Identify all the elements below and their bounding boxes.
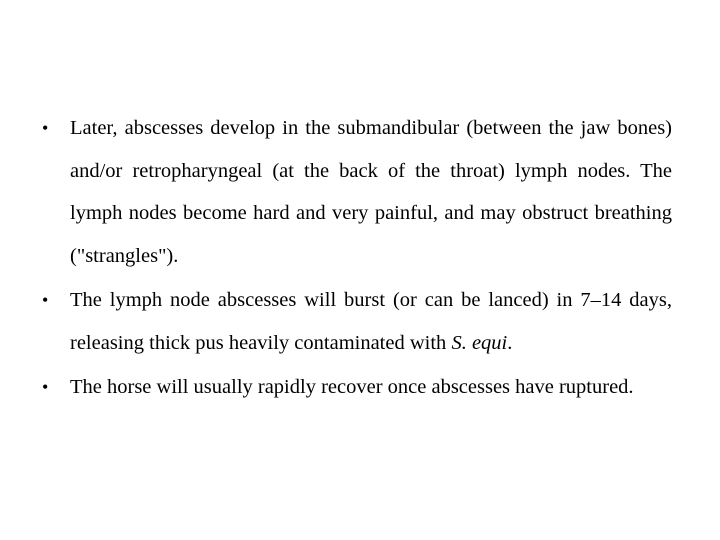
- bullet-icon: •: [42, 118, 49, 138]
- bullet-list: [40, 107, 672, 411]
- bullet-text-end: .: [507, 331, 513, 354]
- bullet-text: [70, 289, 672, 354]
- bullet-icon: •: [42, 377, 49, 397]
- bullet-item-abscesses-burst: [40, 279, 672, 364]
- bullet-item-recovery: [40, 366, 672, 409]
- bullet-text: Later, abscesses develop in the submandibular (between the jaw bones) and/or retropharyngeal (at the back of the throat) lymph nodes. The lymph nodes become hard and very painful, and may obstruct breathing ("strangles").: [70, 117, 672, 267]
- bullet-text: The horse will usually rapidly recover once abscesses have ruptured.: [70, 376, 634, 398]
- bullet-icon: •: [42, 290, 49, 310]
- bullet-item-abscesses-develop: [40, 107, 672, 277]
- bullet-text-main: The lymph node abscesses will burst (or can be lanced) in 7–14 days, releasing thick pus heavily contaminated with: [70, 289, 672, 354]
- species-name: S. equi: [451, 331, 508, 354]
